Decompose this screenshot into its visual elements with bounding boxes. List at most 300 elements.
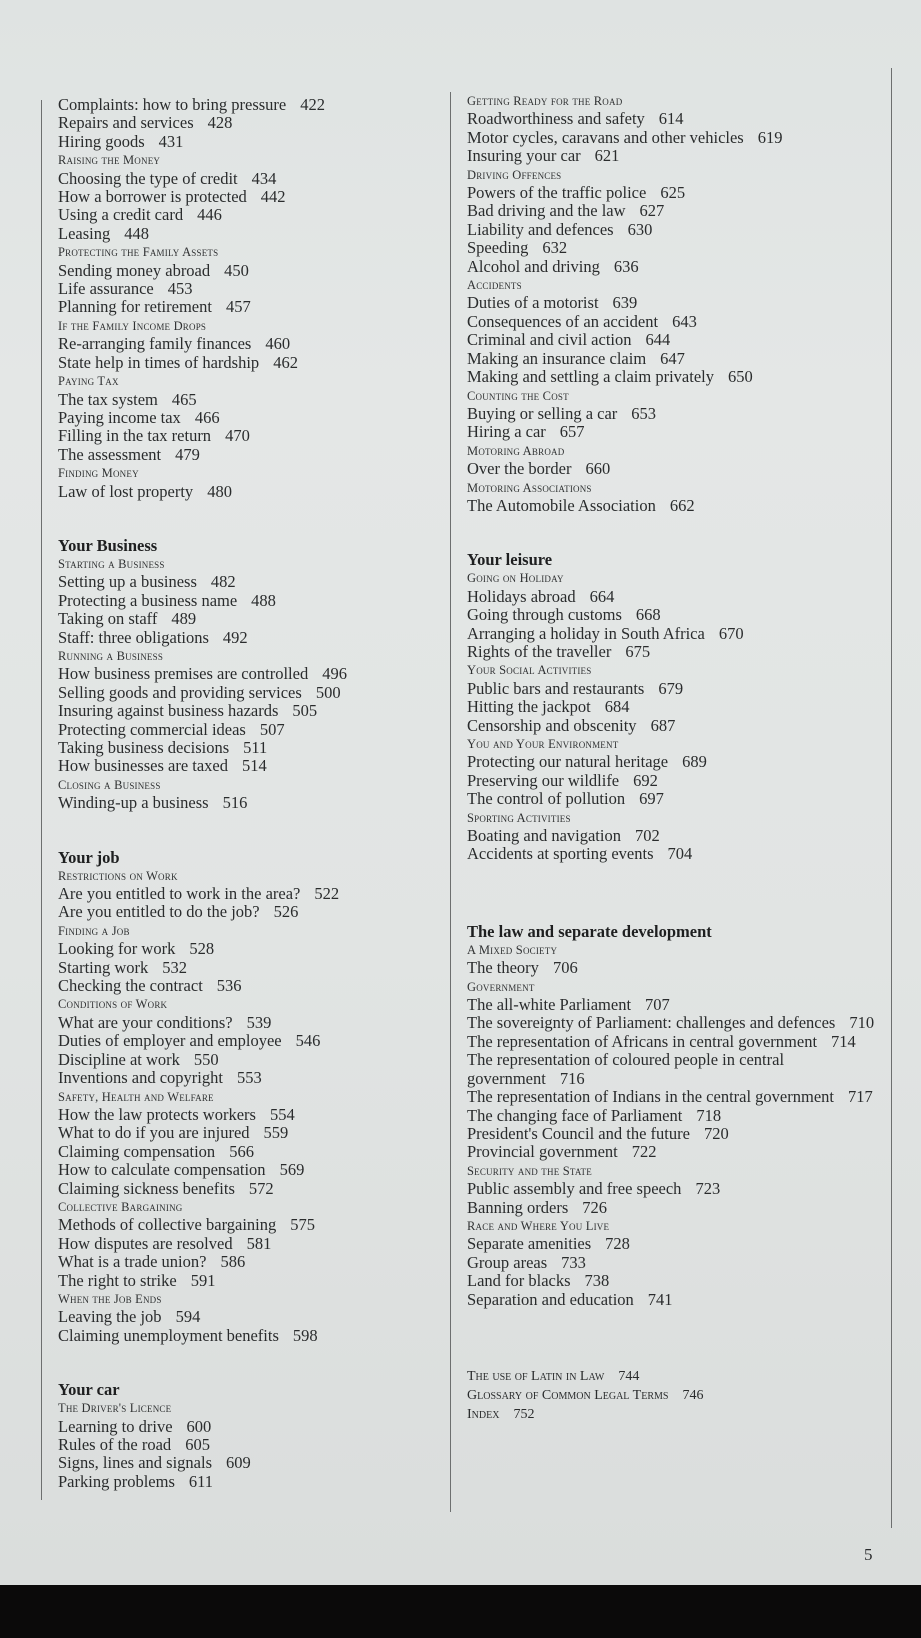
section-heading: Conditions of Work xyxy=(58,997,168,1012)
toc-entry-title: Rules of the road xyxy=(58,1435,172,1454)
toc-entry-page: 511 xyxy=(243,738,268,757)
toc-entry-page: 647 xyxy=(660,348,685,368)
toc-entry-page: 516 xyxy=(222,793,248,813)
toc-entry-page: 723 xyxy=(695,1179,721,1199)
toc-entry-title: Roadworthiness and safety xyxy=(467,109,645,129)
toc-entry-title: Claiming unemployment benefits xyxy=(58,1325,279,1345)
section-heading: Counting the Cost xyxy=(467,388,569,403)
toc-entry-title: Duties of employer and employee xyxy=(58,1031,282,1051)
toc-entry xyxy=(467,1125,882,1143)
toc-entry xyxy=(467,625,882,643)
toc-entry-title: The all-white Parliament xyxy=(467,995,632,1015)
section-heading: Getting Ready for the Road xyxy=(467,94,623,108)
toc-entry-page: 704 xyxy=(667,844,693,864)
toc-entry xyxy=(467,959,882,977)
toc-entry-page: 559 xyxy=(263,1123,289,1143)
contents-right-column xyxy=(467,92,882,1424)
toc-entry xyxy=(467,1235,882,1253)
toc-entry-page: 643 xyxy=(672,311,697,331)
toc-entry xyxy=(58,391,443,409)
toc-entry-page: 528 xyxy=(189,939,215,959)
toc-entry-title: How the law protects workers xyxy=(58,1104,256,1124)
chapter-heading: The law and separate development xyxy=(467,921,712,941)
toc-entry xyxy=(467,588,882,606)
toc-entry-page: 550 xyxy=(193,1049,219,1069)
back-matter-title: Glossary of Common Legal Terms xyxy=(467,1387,669,1403)
chapter-heading: Your car xyxy=(58,1380,120,1400)
toc-entry-page: 653 xyxy=(631,403,657,423)
toc-entry xyxy=(467,1254,882,1272)
toc-entry xyxy=(58,1253,443,1271)
toc-entry-page: 492 xyxy=(222,627,248,647)
toc-entry-page: 717 xyxy=(848,1087,873,1107)
toc-entry-page: 569 xyxy=(279,1160,305,1180)
toc-entry xyxy=(58,335,443,353)
toc-entry xyxy=(467,717,882,735)
toc-entry-page: 546 xyxy=(295,1031,321,1051)
toc-entry xyxy=(467,1143,882,1161)
toc-entry-page: 670 xyxy=(718,623,744,643)
toc-entry xyxy=(467,331,882,349)
toc-entry-page: 480 xyxy=(207,481,232,501)
toc-entry-page: 668 xyxy=(635,605,661,625)
toc-entry-page: 586 xyxy=(220,1252,246,1272)
toc-entry-title: The theory xyxy=(467,958,539,978)
toc-entry-title: Sending money abroad xyxy=(58,260,211,280)
page-number: 5 xyxy=(864,1545,873,1564)
toc-entry-page: 431 xyxy=(158,131,184,151)
toc-entry-title: How a borrower is protected xyxy=(58,187,247,207)
toc-entry xyxy=(58,1436,443,1454)
toc-entry xyxy=(58,1032,443,1050)
toc-entry-page: 714 xyxy=(831,1031,856,1051)
toc-entry-page: 457 xyxy=(225,297,251,317)
toc-entry-page: 470 xyxy=(225,426,250,446)
toc-entry xyxy=(58,977,443,995)
toc-entry-title: Public assembly and free speech xyxy=(467,1179,682,1199)
toc-entry-page: 514 xyxy=(242,756,267,776)
back-matter-entry xyxy=(467,1386,882,1405)
toc-entry-page: 716 xyxy=(559,1068,585,1088)
toc-entry-page: 462 xyxy=(273,352,298,372)
toc-entry xyxy=(467,221,882,239)
toc-entry-page: 630 xyxy=(627,219,653,239)
toc-entry-title: Taking on staff xyxy=(58,609,158,629)
toc-entry-page: 644 xyxy=(645,330,671,350)
toc-entry xyxy=(58,409,443,427)
toc-entry xyxy=(467,497,882,515)
toc-entry xyxy=(58,225,443,243)
toc-entry xyxy=(58,96,443,114)
toc-entry-title: Life assurance xyxy=(58,279,154,299)
back-matter-title: Index xyxy=(467,1406,500,1422)
toc-entry-title: The assessment xyxy=(58,444,162,464)
section-heading: Restrictions on Work xyxy=(58,868,178,883)
toc-entry-page: 662 xyxy=(669,495,695,515)
toc-entry-page: 611 xyxy=(188,1471,214,1491)
toc-entry-title: Preserving our wildlife xyxy=(467,770,620,790)
toc-entry-page: 466 xyxy=(194,407,220,427)
toc-entry-title: The representation of Africans in central government xyxy=(467,1031,818,1051)
toc-entry-title: Taking business decisions xyxy=(58,738,230,757)
toc-entry xyxy=(467,698,882,716)
toc-entry-title: What is a trade union? xyxy=(58,1252,207,1272)
toc-entry-title: The changing face of Parliament xyxy=(467,1105,683,1125)
toc-entry xyxy=(467,368,882,386)
toc-entry xyxy=(467,643,882,661)
toc-entry xyxy=(58,592,443,610)
toc-entry-title: Signs, lines and signals xyxy=(58,1453,213,1473)
toc-entry xyxy=(58,188,443,206)
toc-entry-title: The Automobile Association xyxy=(467,495,656,515)
toc-entry xyxy=(58,610,443,628)
toc-entry-title: Repairs and services xyxy=(58,113,194,133)
toc-entry-title: Staff: three obligations xyxy=(58,627,209,647)
toc-entry xyxy=(58,885,443,903)
toc-entry xyxy=(58,1180,443,1198)
toc-entry-title: Law of lost property xyxy=(58,481,194,501)
toc-entry-title: Speeding xyxy=(467,238,529,258)
spacer xyxy=(58,813,443,848)
toc-entry-title: The tax system xyxy=(58,389,158,409)
toc-entry-page: 422 xyxy=(300,95,325,114)
toc-entry-title: The representation of Indians in the central government xyxy=(467,1087,834,1107)
section-heading: Security and the State xyxy=(467,1163,592,1178)
toc-entry xyxy=(467,350,882,368)
back-matter-entry xyxy=(467,1405,882,1424)
toc-entry-title: Leasing xyxy=(58,223,111,243)
contents-left-column xyxy=(58,96,443,1491)
toc-entry xyxy=(467,753,882,771)
section-heading: Closing a Business xyxy=(58,777,161,792)
toc-entry xyxy=(467,1180,882,1198)
toc-entry-title: Setting up a business xyxy=(58,572,197,592)
toc-entry xyxy=(467,1199,882,1217)
toc-entry-title: Insuring your car xyxy=(467,146,581,166)
toc-entry-page: 718 xyxy=(696,1105,722,1125)
toc-entry xyxy=(58,446,443,464)
toc-entry-title: Making and settling a claim privately xyxy=(467,367,714,387)
toc-entry-page: 505 xyxy=(292,701,318,721)
toc-entry-title: Parking problems xyxy=(58,1471,175,1491)
toc-entry-title: The right to strike xyxy=(58,1270,177,1290)
toc-entry xyxy=(58,1327,443,1345)
back-matter-title: The use of Latin in Law xyxy=(467,1368,605,1384)
toc-entry-title: Discipline at work xyxy=(58,1049,180,1069)
toc-entry xyxy=(58,1235,443,1253)
toc-entry-title: Consequences of an accident xyxy=(467,311,659,331)
toc-entry-title: Group areas xyxy=(467,1252,548,1272)
toc-entry-title: Rights of the traveller xyxy=(467,641,612,661)
toc-entry xyxy=(58,1143,443,1161)
toc-entry-title: Selling goods and providing services xyxy=(58,682,302,702)
toc-entry-page: 539 xyxy=(246,1012,272,1032)
toc-entry-page: 448 xyxy=(124,223,149,243)
section-heading: Going on Holiday xyxy=(467,571,564,586)
toc-entry xyxy=(467,110,882,128)
toc-entry-page: 609 xyxy=(226,1453,251,1473)
toc-entry xyxy=(467,790,882,808)
section-heading: Your Social Activities xyxy=(467,663,592,678)
section-heading: Driving Offences xyxy=(467,167,562,182)
toc-entry-title: Inventions and copyright xyxy=(58,1068,223,1088)
toc-entry-page: 702 xyxy=(634,826,660,846)
toc-entry-title: Insuring against business hazards xyxy=(58,701,279,721)
toc-entry xyxy=(467,1014,882,1032)
toc-entry-page: 598 xyxy=(292,1325,318,1345)
toc-entry-page: 594 xyxy=(175,1307,201,1327)
toc-entry-title: Over the border xyxy=(467,459,572,479)
toc-entry xyxy=(58,133,443,151)
section-heading: The Driver's Licence xyxy=(58,1401,172,1416)
left-margin-rule xyxy=(41,100,42,1500)
toc-entry-page: 692 xyxy=(633,770,658,790)
back-matter-page: 746 xyxy=(682,1387,704,1403)
toc-entry-page: 605 xyxy=(185,1435,210,1454)
section-heading: Paying Tax xyxy=(58,374,119,389)
toc-entry xyxy=(467,239,882,257)
toc-entry-page: 522 xyxy=(314,884,340,904)
toc-entry xyxy=(58,757,443,775)
toc-entry-page: 679 xyxy=(658,678,684,698)
toc-entry xyxy=(58,427,443,445)
toc-entry-page: 621 xyxy=(594,146,620,166)
toc-entry-title: Claiming sickness benefits xyxy=(58,1178,235,1198)
toc-entry xyxy=(467,1272,882,1290)
toc-entry-title: Protecting our natural heritage xyxy=(467,752,669,772)
section-heading: Collective Bargaining xyxy=(58,1199,183,1214)
toc-entry-page: 675 xyxy=(625,641,651,661)
toc-entry-title: Land for blacks xyxy=(467,1271,571,1291)
toc-entry-page: 726 xyxy=(582,1197,608,1217)
toc-entry-page: 706 xyxy=(552,958,578,978)
toc-entry-title: Liability and defences xyxy=(467,219,614,239)
toc-entry-title: Paying income tax xyxy=(58,407,181,427)
toc-entry-page: 684 xyxy=(604,697,630,717)
toc-entry-title: The sovereignty of Parliament: challenges and defences xyxy=(467,1013,836,1033)
toc-entry xyxy=(58,280,443,298)
toc-entry-title: What are your conditions? xyxy=(58,1012,233,1032)
toc-entry-page: 689 xyxy=(682,752,707,772)
toc-entry-title: Looking for work xyxy=(58,939,176,959)
chapter-heading: Your leisure xyxy=(467,550,553,570)
toc-entry-title: Filling in the tax return xyxy=(58,426,212,446)
toc-entry-page: 632 xyxy=(542,238,568,258)
toc-entry-page: 465 xyxy=(171,389,197,409)
toc-entry-page: 650 xyxy=(727,367,753,387)
toc-entry xyxy=(58,1051,443,1069)
toc-entry xyxy=(467,202,882,220)
toc-entry xyxy=(58,298,443,316)
toc-entry xyxy=(58,903,443,921)
spacer xyxy=(58,1345,443,1380)
toc-entry xyxy=(58,114,443,132)
toc-entry xyxy=(58,1106,443,1124)
toc-entry-page: 453 xyxy=(167,279,193,299)
toc-entry-page: 619 xyxy=(757,127,783,147)
toc-entry-page: 697 xyxy=(639,789,664,809)
toc-entry-title: How disputes are resolved xyxy=(58,1233,233,1253)
toc-entry-title: Going through customs xyxy=(467,605,622,625)
toc-entry xyxy=(467,313,882,331)
toc-entry xyxy=(58,1308,443,1326)
toc-entry-title: Duties of a motorist xyxy=(467,293,599,313)
toc-entry xyxy=(467,1088,882,1106)
toc-entry-title: Provincial government xyxy=(467,1142,618,1162)
toc-entry xyxy=(58,940,443,958)
toc-entry-page: 722 xyxy=(631,1142,657,1162)
toc-entry-page: 664 xyxy=(589,586,615,606)
section-heading: A Mixed Society xyxy=(467,942,558,957)
toc-entry-page: 741 xyxy=(647,1289,673,1309)
toc-entry-page: 442 xyxy=(260,187,286,207)
toc-entry-title: How business premises are controlled xyxy=(58,664,309,684)
toc-entry-page: 614 xyxy=(658,109,684,129)
toc-entry-page: 507 xyxy=(259,719,285,739)
toc-entry-page: 710 xyxy=(849,1013,875,1033)
toc-entry-title: President's Council and the future xyxy=(467,1123,690,1143)
section-heading: If the Family Income Drops xyxy=(58,318,207,333)
section-heading: Running a Business xyxy=(58,648,164,663)
toc-entry-title: The representation of coloured people in central government xyxy=(467,1050,785,1088)
toc-entry-page: 500 xyxy=(315,682,341,702)
toc-entry-title: How businesses are taxed xyxy=(58,756,228,776)
spacer xyxy=(467,864,882,922)
toc-entry xyxy=(58,1473,443,1491)
back-matter-entry xyxy=(467,1367,882,1386)
toc-entry-title: Planning for retirement xyxy=(58,297,212,317)
toc-entry-title: Re-arranging family finances xyxy=(58,334,252,354)
toc-entry xyxy=(58,1069,443,1087)
toc-entry-page: 554 xyxy=(269,1104,295,1124)
toc-entry xyxy=(58,629,443,647)
toc-entry-page: 489 xyxy=(171,609,197,629)
toc-entry-page: 566 xyxy=(229,1141,254,1161)
spacer xyxy=(58,501,443,536)
section-heading: Finding Money xyxy=(58,466,139,481)
toc-entry xyxy=(58,1124,443,1142)
toc-entry-page: 591 xyxy=(190,1270,216,1290)
toc-entry-title: Public bars and restaurants xyxy=(467,678,645,698)
toc-entry xyxy=(467,1291,882,1309)
toc-entry xyxy=(467,129,882,147)
toc-entry-title: Learning to drive xyxy=(58,1416,173,1436)
toc-entry-title: Alcohol and driving xyxy=(467,256,600,276)
toc-entry-title: Separate amenities xyxy=(467,1234,592,1254)
chapter-heading: Your Business xyxy=(58,535,158,555)
toc-entry xyxy=(467,460,882,478)
toc-entry xyxy=(58,483,443,501)
toc-entry-page: 728 xyxy=(605,1234,630,1254)
toc-entry xyxy=(467,184,882,202)
toc-entry xyxy=(467,423,882,441)
toc-entry xyxy=(58,206,443,224)
toc-entry-title: Hiring a car xyxy=(467,422,546,442)
section-heading: Raising the Money xyxy=(58,153,161,168)
toc-entry-page: 532 xyxy=(162,957,188,977)
toc-entry-title: Making an insurance claim xyxy=(467,348,647,368)
toc-entry-title: Checking the contract xyxy=(58,976,203,996)
toc-entry-page: 625 xyxy=(660,183,686,203)
toc-entry-title: Claiming compensation xyxy=(58,1141,216,1161)
toc-entry xyxy=(467,996,882,1014)
toc-entry xyxy=(467,294,882,312)
toc-entry xyxy=(467,405,882,423)
toc-entry-page: 738 xyxy=(584,1271,610,1291)
toc-entry xyxy=(58,684,443,702)
toc-entry-page: 428 xyxy=(207,113,233,133)
toc-entry-page: 479 xyxy=(175,444,200,464)
toc-entry xyxy=(467,680,882,698)
toc-entry xyxy=(467,772,882,790)
toc-entry-title: Accidents at sporting events xyxy=(467,844,654,864)
toc-entry-title: Criminal and civil action xyxy=(467,330,632,350)
toc-entry-page: 482 xyxy=(210,572,236,592)
toc-entry-title: Choosing the type of credit xyxy=(58,168,238,188)
toc-entry xyxy=(58,1418,443,1436)
toc-entry-title: Buying or selling a car xyxy=(467,403,618,423)
toc-entry xyxy=(467,1051,882,1088)
toc-entry-title: What to do if you are injured xyxy=(58,1123,250,1143)
toc-entry xyxy=(467,1033,882,1051)
back-matter-page: 752 xyxy=(513,1406,535,1422)
toc-entry xyxy=(58,702,443,720)
toc-entry-page: 600 xyxy=(186,1416,212,1436)
section-heading: Safety, Health and Welfare xyxy=(58,1089,214,1104)
toc-entry-page: 460 xyxy=(265,334,291,354)
toc-entry-page: 720 xyxy=(703,1123,729,1143)
section-heading: Starting a Business xyxy=(58,556,165,571)
toc-entry-title: Boating and navigation xyxy=(467,826,621,846)
toc-entry-page: 526 xyxy=(273,902,299,922)
toc-entry-title: Hiring goods xyxy=(58,131,145,151)
toc-entry-page: 581 xyxy=(246,1233,272,1253)
toc-entry-title: Separation and education xyxy=(467,1289,634,1309)
toc-entry-page: 636 xyxy=(613,256,639,276)
toc-entry-title: The control of pollution xyxy=(467,789,626,809)
section-heading: Motoring Associations xyxy=(467,480,592,495)
toc-entry-page: 496 xyxy=(322,664,347,684)
toc-entry-page: 446 xyxy=(197,205,222,225)
toc-entry-page: 553 xyxy=(236,1068,262,1088)
toc-entry-title: Complaints: how to bring pressure xyxy=(58,95,287,114)
toc-entry-title: State help in times of hardship xyxy=(58,352,260,372)
toc-entry-title: Protecting commercial ideas xyxy=(58,719,246,739)
toc-entry-page: 639 xyxy=(612,293,638,313)
toc-entry xyxy=(58,721,443,739)
toc-entry xyxy=(58,170,443,188)
toc-entry-title: Are you entitled to work in the area? xyxy=(58,884,301,904)
toc-entry xyxy=(467,827,882,845)
toc-entry xyxy=(58,1216,443,1234)
toc-entry-page: 707 xyxy=(645,995,670,1015)
section-heading: You and Your Environment xyxy=(467,737,619,751)
toc-entry-page: 488 xyxy=(251,590,276,610)
toc-entry xyxy=(58,354,443,372)
toc-entry-title: Leaving the job xyxy=(58,1307,162,1327)
toc-entry-title: Using a credit card xyxy=(58,205,184,225)
section-heading: Race and Where You Live xyxy=(467,1218,610,1233)
section-heading: Accidents xyxy=(467,278,522,293)
toc-entry-title: Are you entitled to do the job? xyxy=(58,902,260,922)
toc-entry xyxy=(58,739,443,757)
toc-entry xyxy=(58,959,443,977)
right-margin-rule xyxy=(891,68,892,1528)
toc-entry-title: How to calculate compensation xyxy=(58,1160,266,1180)
toc-entry-title: Bad driving and the law xyxy=(467,201,626,221)
toc-entry-page: 660 xyxy=(585,459,611,479)
toc-entry-title: Winding-up a business xyxy=(58,793,209,813)
